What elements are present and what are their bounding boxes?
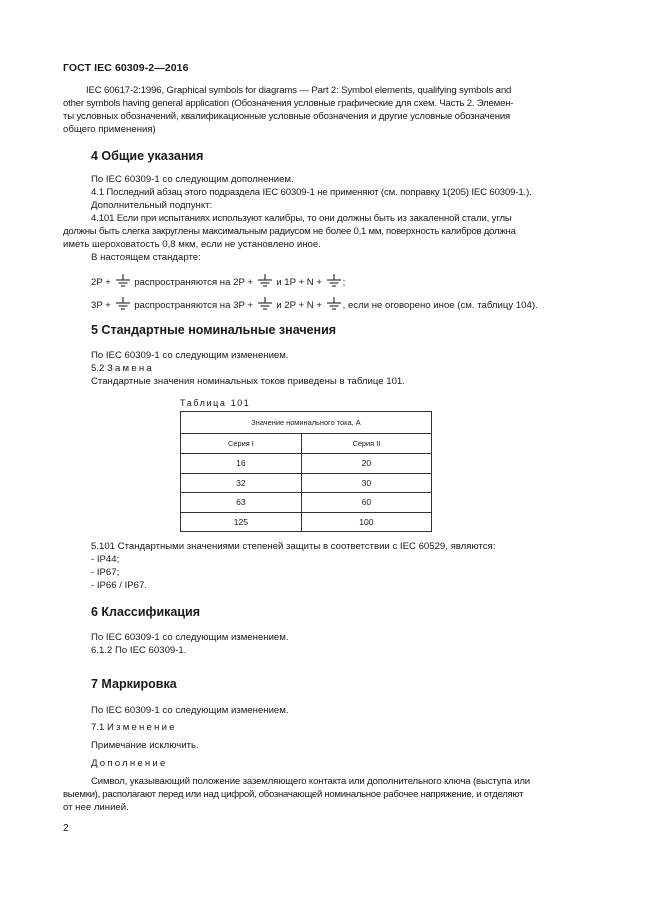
intro-line-2: other symbols having general application (Обозначения условные графические для схем. Часть 2. Элемен-	[63, 98, 514, 109]
section-4-line: Дополнительный подпункт:	[91, 200, 213, 211]
section-7-line: Примечание исключить.	[91, 740, 199, 751]
earth-ground-icon	[115, 274, 131, 289]
column-header-series-1: Серия I	[181, 434, 302, 454]
list-item: - IP44;	[91, 554, 120, 565]
list-item: - IP67;	[91, 567, 120, 578]
formula-line-1	[91, 274, 345, 289]
section-4-title: 4 Общие указания	[91, 149, 204, 163]
section-6-title: 6 Классификация	[91, 605, 201, 619]
table-cell: 20	[301, 454, 431, 474]
earth-ground-icon	[257, 274, 273, 289]
formula-text: 2P +	[91, 277, 111, 288]
table-cell: 30	[301, 473, 431, 493]
formula-text: ;	[342, 277, 346, 288]
section-4-line: должны быть слегка закруглены максимальным радиусом не более 0,1 мм, поверхность калибров должна	[63, 226, 516, 237]
table-cell: 100	[301, 512, 431, 532]
section-5-line: 5.101 Стандартными значениями степеней защиты в соответствии с IEC 60529, являются:	[91, 541, 496, 552]
table-row	[181, 512, 432, 532]
section-7-line: выемки), располагают перед или над цифрой, обозначающей номинальное рабочее напряжение, и отделяют	[63, 789, 524, 800]
clause-number: 5.2	[91, 363, 105, 374]
section-4-line: 4.101 Если при испытаниях используют калибры, то они должны быть из закаленной стали, углы	[91, 213, 512, 224]
formula-text: распространяются на 3P +	[134, 300, 253, 311]
section-6-line: По IEC 60309-1 со следующим изменением.	[91, 632, 289, 643]
table-cell: 16	[181, 454, 302, 474]
table-row	[181, 454, 432, 474]
clause-change-type: Изменение	[107, 722, 177, 733]
earth-ground-icon	[115, 297, 131, 312]
formula-text: , если не оговорено иное (см. таблицу 104).	[342, 300, 538, 311]
section-4-line: В настоящем стандарте:	[91, 252, 201, 263]
table-header: Значение номинального тока, А	[181, 412, 432, 434]
document-header: ГОСТ IEC 60309-2—2016	[63, 62, 189, 74]
intro-line-3: ты условных обозначений, квалификационные условные обозначения и другие условные обозначения	[63, 111, 511, 122]
formula-text: распространяются на 2P +	[134, 277, 253, 288]
clause-change-type: Замена	[107, 363, 154, 374]
section-4-line: 4.1 Последний абзац этого подраздела IEC 60309-1 не применяют (см. поправку 1(205) IEC 60309-1.).	[91, 187, 532, 198]
table-cell: 63	[181, 493, 302, 513]
formula-text: и 1P + N +	[276, 277, 322, 288]
intro-line-4: общего применения)	[63, 124, 156, 135]
section-5-line: Стандартные значения номинальных токов приведены в таблице 101.	[91, 376, 405, 387]
formula-text: и 2P + N +	[276, 300, 322, 311]
section-7-line: Символ, указывающий положение заземляющего контакта или дополнительного ключа (выступа или	[91, 776, 531, 787]
page-number: 2	[63, 823, 69, 834]
table-cell: 60	[301, 493, 431, 513]
earth-ground-icon	[257, 297, 273, 312]
section-5-line: По IEC 60309-1 со следующим изменением.	[91, 350, 289, 361]
earth-ground-icon	[326, 274, 342, 289]
section-5-line	[91, 363, 154, 375]
section-4-line: По IEC 60309-1 со следующим дополнением.	[91, 174, 294, 185]
table-cell: 125	[181, 512, 302, 532]
earth-ground-icon	[326, 297, 342, 312]
table-subheader-row	[181, 434, 432, 454]
intro-line-1: IEC 60617-2:1996, Graphical symbols for diagrams — Part 2: Symbol elements, qualifying symbols and	[86, 85, 512, 96]
section-6-line: 6.1.2 По IEC 60309-1.	[91, 645, 187, 656]
section-7-line	[91, 722, 177, 734]
section-7-line: По IEC 60309-1 со следующим изменением.	[91, 705, 289, 716]
rated-current-table	[180, 411, 432, 532]
section-7-line: от нее линией.	[63, 802, 129, 813]
clause-change-type: Дополнение	[91, 758, 168, 769]
table-header-row	[181, 412, 432, 434]
clause-number: 7.1	[91, 722, 105, 733]
table-caption: Таблица 101	[180, 398, 251, 408]
section-4-line: иметь шероховатость 0,8 мкм, если не установлено иное.	[63, 239, 321, 250]
section-7-title: 7 Маркировка	[91, 677, 177, 691]
list-item: - IP66 / IP67.	[91, 580, 147, 591]
section-5-title: 5 Стандартные номинальные значения	[91, 323, 337, 337]
column-header-series-2: Серия II	[301, 434, 431, 454]
formula-line-2	[91, 297, 538, 312]
table-row	[181, 473, 432, 493]
table-row	[181, 493, 432, 513]
table-cell: 32	[181, 473, 302, 493]
formula-text: 3P +	[91, 300, 111, 311]
